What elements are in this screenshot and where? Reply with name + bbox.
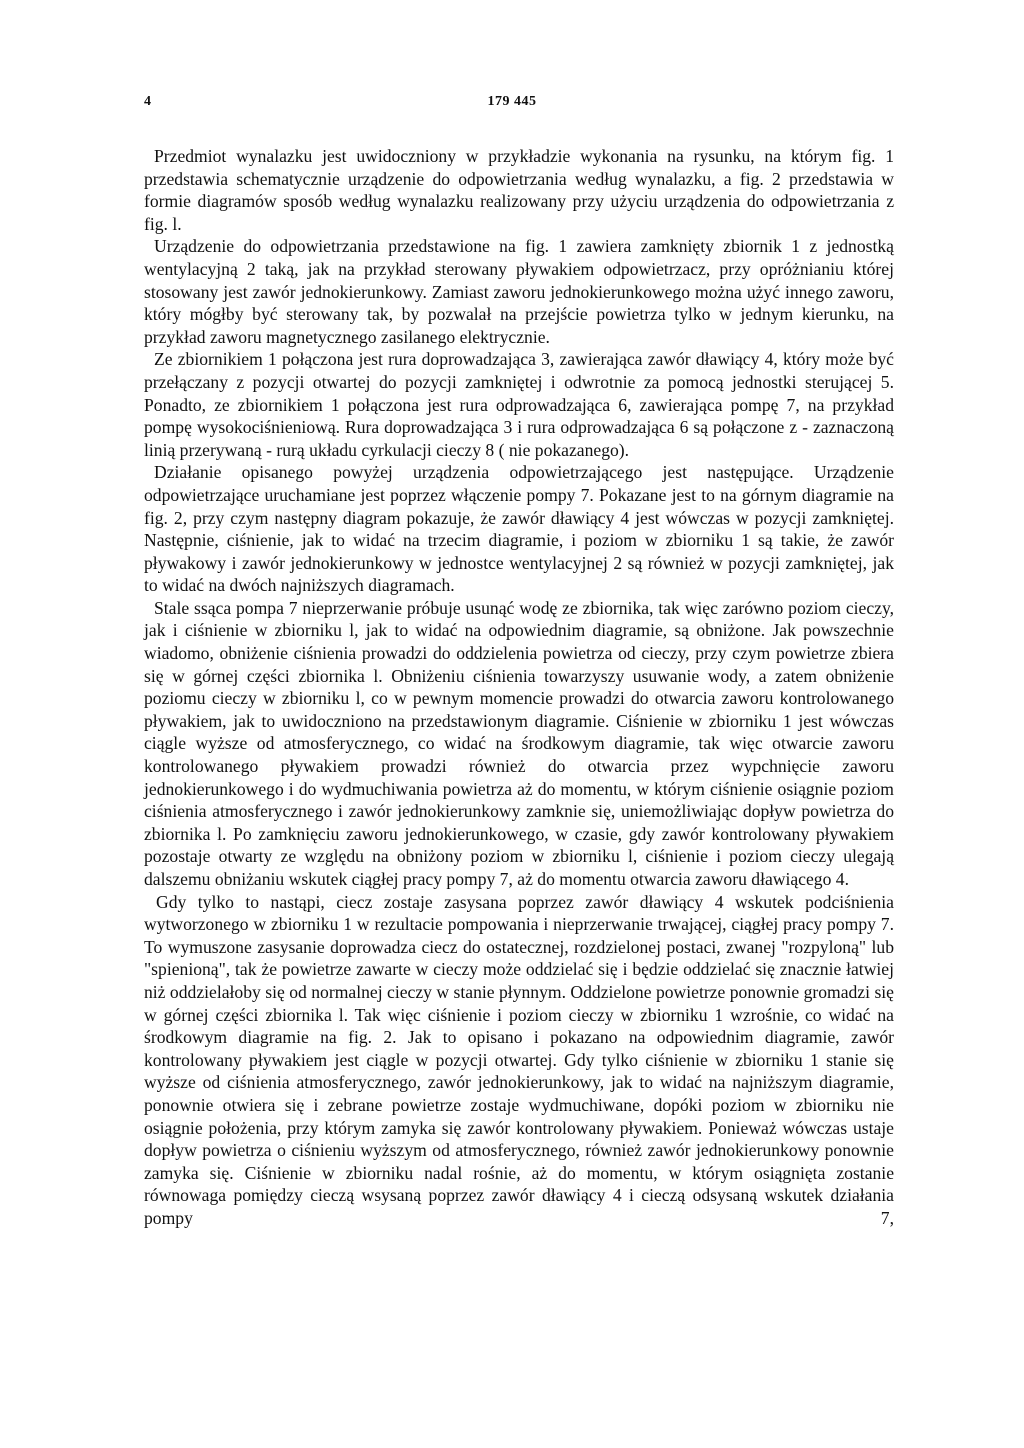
paragraph: Stale ssąca pompa 7 nieprzerwanie próbuje usunąć wodę ze zbiornika, tak więc zarówno poziom cieczy, jak i ciśnienie w zbiorniku l, jak to widać na odpowiednim diagramie, są obniżone. Jak powszechnie wiadomo, obniżenie ciśnienia prowadzi do oddzielenia powietrza od cieczy, przy czym powietrze zbiera się w górnej części zbiornika l. Obniżeniu ciśnienia towarzyszy usuwanie wody, a zatem obniżenie poziomu cieczy w zbiorniku l, co w pewnym momencie prowadzi do otwarcia zaworu kontrolowanego pływakiem, jak to uwidoczniono na przedstawionym diagramie. Ciśnienie w zbiorniku 1 jest wówczas ciągle wyższe od atmosferycznego, co widać na środkowym diagramie, tak więc otwarcie zaworu kontrolowanego pływakiem prowadzi również do otwarcia przez wypchnięcie zaworu jednokierunkowego i do wydmuchiwania powietrza aż do momentu, w którym ciśnienie osiągnie poziom ciśnienia atmosferycznego i zawór jednokierunkowy zamknie się, uniemożliwiając dopływ powietrza do zbiornika l. Po zamknięciu zaworu jednokierunkowego, w czasie, gdy zawór kontrolowany pływakiem pozostaje otwarty ze względu na obniżony poziom w zbiorniku l, ciśnienie i poziom cieczy ulegają dalszemu obniżaniu wskutek ciągłej pracy pompy 7, aż do momentu otwarcia zaworu dławiącego 4. <box>144 597 894 889</box>
paragraph: Urządzenie do odpowietrzania przedstawione na fig. 1 zawiera zamknięty zbiornik 1 z jednostką wentylacyjną 2 taką, jak na przykład sterowany pływakiem odpowietrzacz, przy opróżnianiu której stosowany jest zawór jednokierunkowy. Zamiast zaworu jednokierunkowego można użyć innego zaworu, który mógłby być sterowany tak, by pozwalał na przejście powietrza tylko w jednym kierunku, na przykład zaworu magnetycznego zasilanego elektrycznie. <box>144 236 894 347</box>
paragraph: Działanie opisanego powyżej urządzenia odpowietrzającego jest następujące. Urządzenie odpowietrzające uruchamiane jest poprzez włączenie pompy 7. Pokazane jest to na górnym diagramie na fig. 2, przy czym następny diagram pokazuje, że zawór dławiący 4 jest wówczas w pozycji zamkniętej. Następnie, ciśnienie, jak to widać na trzecim diagramie, i poziom w zbiorniku 1 są takie, że zawór pływakowy i zawór jednokierunkowy w jednostce wentylacyjnej 2 są również w pozycji zamkniętej, jak to widać na dwóch najniższych diagramach. <box>144 462 894 596</box>
paragraph: Ze zbiornikiem 1 połączona jest rura doprowadzająca 3, zawierająca zawór dławiący 4, który może być przełączany z pozycji otwartej do pozycji zamkniętej i odwrotnie za pomocą jednostki sterującej 5. Ponadto, ze zbiornikiem 1 połączona jest rura odprowadzająca 6, zawierająca pompę 7, na przykład pompę wysokociśnieniową. Rura doprowadzająca 3 i rura odprowadzająca 6 są połączone z - zaznaczoną linią przerywaną - rurą układu cyrkulacji cieczy 8 ( nie pokazanego). <box>144 349 894 460</box>
paragraph: Gdy tylko to nastąpi, ciecz zostaje zasysana poprzez zawór dławiący 4 wskutek podciśnienia wytworzonego w zbiorniku 1 w rezultacie pompowania i nieprzerwanie trwającej, ciągłej pracy pompy 7. To wymuszone zasysanie doprowadza ciecz do ostatecznej, rozdzielonej postaci, zwanej "rozpyloną" lub "spienioną", tak że powietrze zawarte w cieczy może oddzielać się i będzie oddzielać się znacznie łatwiej niż oddzielałoby się od normalnej cieczy w stanie płynnym. Oddzielone powietrze ponownie gromadzi się w górnej części zbiornika l. Tak więc ciśnienie i poziom cieczy w zbiorniku 1 wzrośnie, co widać na środkowym diagramie na fig. 2. Jak to opisano i pokazano na odpowiednim diagramie, zawór kontrolowany pływakiem jest ciągle w pozycji otwartej. Gdy tylko ciśnienie w zbiorniku 1 stanie się wyższe od ciśnienia atmosferycznego, zawór jednokierunkowy, jak to widać na najniższym diagramie, ponownie otwiera się i zebrane powietrze zostaje wydmuchiwane, dopóki poziom w zbiorniku nie osiągnie położenia, przy którym zamyka się zawór kontrolowany pływakiem. Ponieważ wówczas ustaje dopływ powietrza o ciśnieniu wyższym od atmosferycznego, również zawór jednokierunkowy ponownie zamyka się. Ciśnienie w zbiorniku nadal rośnie, aż do momentu, w którym osiągnięta zostanie równowaga pomiędzy cieczą wsysaną poprzez zawór dławiący 4 i cieczą odsysaną wskutek działania pompy 7, <box>144 891 894 1228</box>
document-number: 179 445 <box>487 94 537 109</box>
paragraph: Przedmiot wynalazku jest uwidoczniony w przykładzie wykonania na rysunku, na którym fig. 1 przedstawia schematycznie urządzenie do odpowietrzania według wynalazku, a fig. 2 przedstawia w formie diagramów sposób według wynalazku realizowany przy użyciu urządzenia do odpowietrzania z fig. l. <box>144 146 894 234</box>
page-number: 4 <box>144 94 151 109</box>
body-text <box>144 145 894 1230</box>
